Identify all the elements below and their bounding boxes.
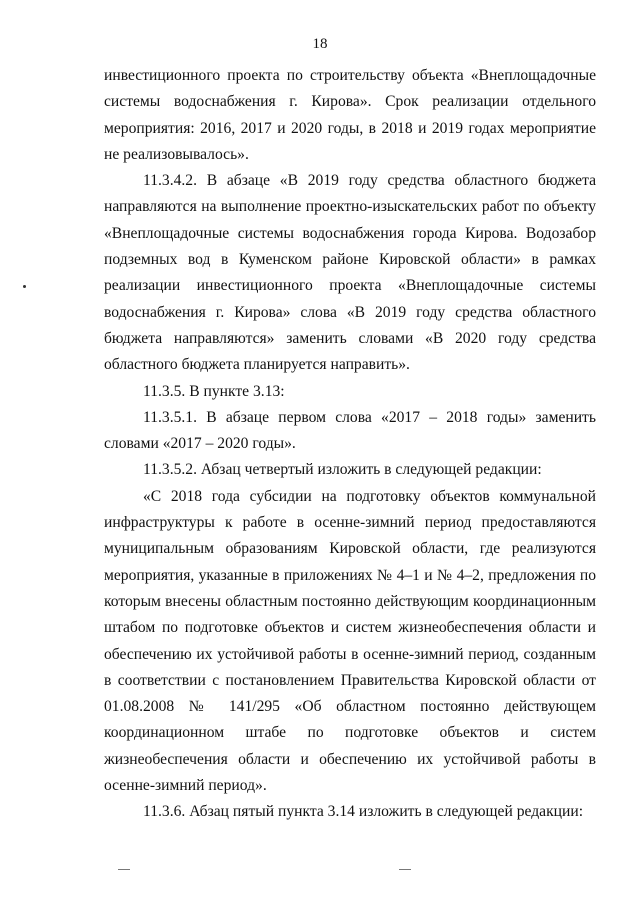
paragraph: 11.3.5. В пункте 3.13: [143, 382, 285, 400]
paragraph: 11.3.6. Абзац пятый пункта 3.14 изложить в следующей редакции: [143, 803, 584, 821]
paragraph: «С 2018 года субсидии на подготовку объектов коммунальной инфраструктуры к работе в осенне-зимний период предоставляются муниципальным образованиям Кировской области, где реализуются мероприятия, указанные в приложениях № 4–1 и № 4–2, предложения по которым внесены областным постоянно действующим координационным штабом по подготовке объектов и систем жизнеобеспечения области и обеспечению их устойчивой работы в осенне-зимний период, созданным в соответствии с постановлением Правительства Кировской области от 01.08.2008 № 141/295 «Об областном постоянно действующем координационном штабе по подготовке объектов и систем жизнеобеспечения области и обеспечению их устойчивой работы в осенне-зимний период». [104, 487, 596, 795]
paragraph: 11.3.4.2. В абзаце «В 2019 году средства областного бюджета направляются на выполнение проектно-изыскательских работ по объекту «Внеплощадочные системы водоснабжения города Кирова. Водозабор подземных вод в Куменском районе Кировской области» в рамках реализации инвестиционного проекта «Внеплощадочные системы водоснабжения г. Кирова» слова «В 2019 году средства областного бюджета направляются» заменить словами «В 2020 году средства областного бюджета планируется направить». [104, 172, 596, 374]
scan-speck [23, 285, 26, 288]
paragraph: 11.3.5.1. В абзаце первом слова «2017 – 2018 годы» заменить словами «2017 – 2020 годы». [104, 408, 596, 453]
scan-mark [399, 869, 411, 870]
paragraph: инвестиционного проекта по строительству объекта «Внеплощадочные системы водоснабжения г. Кирова». Срок реализации отдельного мероприятия: 2016, 2017 и 2020 годы, в 2018 и 2019 годах мероприятие не реализовывалось». [104, 67, 596, 163]
document-body [104, 63, 596, 826]
page-number: 18 [312, 36, 328, 52]
scan-mark [118, 869, 130, 870]
paragraph: 11.3.5.2. Абзац четвертый изложить в следующей редакции: [143, 461, 542, 479]
